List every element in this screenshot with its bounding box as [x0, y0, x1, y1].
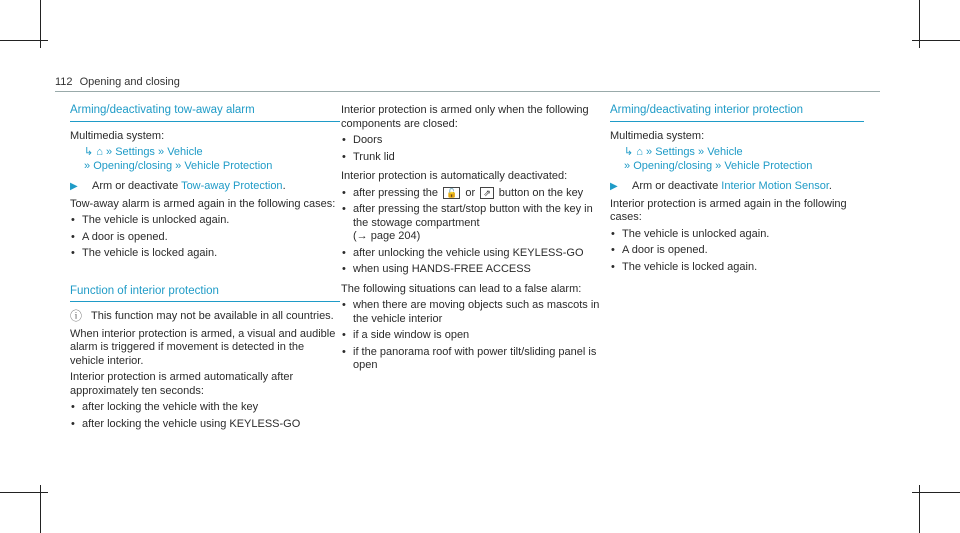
heading-interior-arming: Arming/deactivating interior protection [610, 104, 864, 122]
section-title: Opening and closing [79, 76, 180, 88]
trunk-key-icon: ⇗ [480, 187, 494, 199]
closed-components-list [341, 134, 611, 164]
list-item: • if a side window is open [341, 329, 611, 343]
tow-away-protection-link[interactable]: Tow-away Protection [181, 180, 283, 192]
list-item: • The vehicle is unlocked again. [610, 228, 864, 242]
list-item: • Trunk lid [341, 151, 611, 165]
left-column [70, 104, 340, 437]
chevron-icon: » [624, 159, 631, 172]
system-label: Multimedia system: [70, 129, 165, 142]
chevron-icon: » [84, 159, 91, 172]
home-icon[interactable]: ⌂ [96, 146, 103, 158]
menu-settings[interactable]: Settings [655, 146, 695, 158]
paragraph: Interior protection is automatically deactivated: [341, 170, 568, 182]
action-text: Arm or deactivate [92, 180, 182, 192]
heading-tow-away: Arming/deactivating tow-away alarm [70, 104, 340, 122]
list-text: or [462, 186, 479, 199]
paragraph: The following situations can lead to a false alarm: [341, 282, 582, 295]
action-suffix: . [282, 180, 286, 192]
auto-arm-list [70, 401, 340, 431]
note-text: This function may not be available in all countries. [91, 310, 334, 322]
home-icon[interactable]: ⌂ [636, 146, 643, 158]
paragraph: When interior protection is armed, a visual and audible alarm is triggered if movement is detected in the vehicle interior. [70, 327, 336, 367]
menu-opening-closing[interactable]: Opening/closing [633, 159, 713, 172]
menu-settings[interactable]: Settings [115, 146, 155, 158]
list-item [341, 187, 611, 201]
list-text: after pressing the start/stop button with the key in the stowage compartment [353, 203, 593, 229]
action-step [610, 180, 864, 194]
return-arrow-icon: ↳ [84, 146, 94, 158]
action-suffix: . [828, 180, 832, 192]
middle-column [341, 104, 611, 379]
chevron-icon: » [175, 159, 182, 172]
chevron-icon: » [646, 146, 653, 158]
menu-opening-closing[interactable]: Opening/closing [93, 159, 173, 172]
menu-vehicle-protection[interactable]: Vehicle Protection [184, 159, 273, 172]
unlock-key-icon: 🔓 [443, 187, 460, 199]
page-reference[interactable]: (→ page 204) [353, 230, 421, 242]
action-step [70, 180, 340, 194]
header-divider [55, 91, 880, 92]
false-alarm-list [341, 299, 611, 373]
crop-mark [0, 492, 48, 493]
list-item: • when using HANDS-FREE ACCESS [341, 263, 611, 277]
list-item: • The vehicle is locked again. [70, 247, 340, 261]
paragraph: Interior protection is armed automatically after approximately ten seconds: [70, 371, 294, 397]
list-item: • A door is opened. [610, 244, 864, 258]
action-text: Arm or deactivate [632, 180, 722, 192]
action-arrow-icon: ▶ [70, 181, 78, 192]
info-icon: ⓘ [70, 309, 83, 323]
note [70, 310, 340, 324]
menu-vehicle[interactable]: Vehicle [167, 146, 203, 158]
rearm-text: Tow-away alarm is armed again in the following cases: [70, 197, 336, 210]
crop-mark [912, 492, 960, 493]
rearm-list [610, 228, 864, 275]
rearm-list [70, 214, 340, 261]
list-item: • after locking the vehicle using KEYLESS-GO [70, 418, 340, 432]
menu-vehicle-protection[interactable]: Vehicle Protection [724, 159, 813, 172]
list-text: button on the key [495, 186, 584, 199]
list-item: • The vehicle is locked again. [610, 261, 864, 275]
chevron-icon: » [698, 146, 705, 158]
interior-motion-sensor-link[interactable]: Interior Motion Sensor [721, 180, 829, 192]
crop-mark [0, 40, 48, 41]
chevron-icon: » [158, 146, 165, 158]
list-item: • after locking the vehicle with the key [70, 401, 340, 415]
action-arrow-icon: ▶ [610, 181, 618, 192]
menu-vehicle[interactable]: Vehicle [707, 146, 743, 158]
paragraph: Interior protection is armed only when the following components are closed: [341, 104, 589, 130]
deactivation-list [341, 187, 611, 277]
list-item: • when there are moving objects such as mascots in the vehicle interior [341, 299, 611, 326]
return-arrow-icon: ↳ [624, 146, 634, 158]
chevron-icon: » [715, 159, 722, 172]
rearm-text: Interior protection is armed again in the following cases: [610, 197, 847, 223]
menu-path [84, 146, 340, 173]
list-item [341, 203, 611, 244]
list-item: • A door is opened. [70, 231, 340, 245]
system-label: Multimedia system: [610, 129, 705, 142]
chevron-icon: » [106, 146, 113, 158]
crop-mark [912, 40, 960, 41]
list-text: after pressing the [353, 186, 442, 199]
right-column [610, 104, 864, 280]
heading-interior-function: Function of interior protection [70, 285, 340, 303]
list-item: • if the panorama roof with power tilt/sliding panel is open [341, 346, 611, 373]
list-item: • Doors [341, 134, 611, 148]
menu-path [624, 146, 864, 173]
page-number: 112 [55, 76, 73, 88]
list-item: • after unlocking the vehicle using KEYLESS-GO [341, 247, 611, 261]
page-header [55, 76, 180, 88]
list-item: • The vehicle is unlocked again. [70, 214, 340, 228]
